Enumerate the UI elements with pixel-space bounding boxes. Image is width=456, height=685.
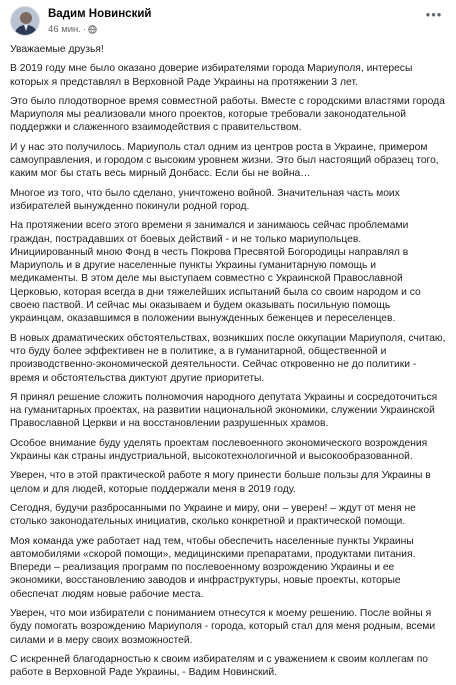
post-paragraph: Я принял решение сложить полномочия народного депутата Украины и сосредоточиться на гуманитарных проектах, на развитии национальной экономики, служении Украинской Православной Церкви и на восстановлении разрушенных храмов.	[10, 391, 438, 430]
post-paragraph: На протяжении всего этого времени я занимался и занимаюсь сейчас проблемами граждан, пострадавших от боевых действий - и не только мариупольцев. Инициированный мною Фонд в честь Покрова Пресвятой Богородицы направлял в Мариуполь и в другие населенные пункты Украины гуманитарную помощь и медикаменты. В этом деле мы выступаем совместно с Украинской Православной Церковью, которая всегда в дни тяжелейших испытаний была со своим народом и со своею паствой. И сейчас мы оказываем и будем оказывать посильную помощь украинцам, оказавшимся в положении вынужденных беженцев и переселенцев.	[10, 220, 421, 325]
post-paragraph: С искренней благодарностью к своим избирателям и с уважением к своим коллегам по работе в Верховной Раде Украины, - Вадим Новинский.	[10, 653, 429, 679]
post-paragraph: Уверен, что в этой практической работе я могу принести больше пользы для Украины в целом и для людей, которые поддержали меня в 2019 году.	[10, 470, 431, 495]
post-paragraph: Уважаемые друзья!	[10, 44, 104, 55]
post-time[interactable]: 46 мин.	[48, 24, 81, 35]
post-paragraph: Особое внимание буду уделять проектам послевоенного экономического возрождения Украины как страны индустриальной, высокотехнологичной и высокообразованной.	[10, 437, 428, 463]
author-name[interactable]: Вадим Новинский	[48, 8, 152, 20]
post-text	[10, 43, 446, 685]
post-paragraph: В 2019 году мне было оказано доверие избирателями города Мариуполя, интересы которых я представлял в Верховной Раде Украины на протяжении 3 лет.	[10, 63, 413, 88]
post-paragraph: В новых драматических обстоятельствах, возникших после оккупации Мариуполя, считаю, что буду более эффективен не в политике, а в гуманитарной, общественной и производственно-экономической деятельности. Сейчас откровенно не до политики - время и обстоятельства диктуют другие приоритеты.	[10, 332, 446, 384]
avatar[interactable]	[10, 6, 40, 36]
post-paragraph: Уверен, что мои избиратели с пониманием отнесутся к моему решению. После войны я буду помогать возрождению Мариуполя - города, который стал для меня родным, всеми силами и в меру своих возможностей.	[10, 607, 436, 646]
post-meta	[48, 24, 97, 35]
post-paragraph: И у нас это получилось. Мариуполь стал одним из центров роста в Украине, примером самоуправления, и городом с высоким уровнем жизни. Это был настоящий образец того, каким мог бы стать весь мирный Донбасс. Если бы не война…	[10, 141, 439, 180]
globe-icon	[88, 25, 97, 34]
post-paragraph: Многое из того, что было сделано, уничтожено войной. Значительная часть моих избирателей вынужденно покинули родной город.	[10, 187, 400, 212]
post-paragraph: Моя команда уже работает над тем, чтобы обеспечить населенные пункты Украины автомобилями «скорой помощи», медицинскими препаратами, продуктами питания. Впереди – реализация программ по послевоенному возрождению Украины и ее экономики, восстановлению заводов и инфраструктуры, новые проекты, которые обеспечат людям новые рабочие места.	[10, 535, 416, 600]
post-paragraph: Это было плодотворное время совместной работы. Вместе с городскими властями города Мариуполя мы реализовали много проектов, которые требовали законодательной поддержки и слаженного взаимодействия с правительством.	[10, 95, 445, 134]
separator-dot: ·	[82, 24, 87, 35]
post-paragraph: Сегодня, будучи разбросанными по Украине и миру, они – уверен! – ждут от меня не столько законодательных инициатив, сколько конкретной и практической помощи.	[10, 502, 416, 528]
post-header	[10, 6, 446, 42]
more-options-icon[interactable]: •••	[425, 7, 443, 22]
